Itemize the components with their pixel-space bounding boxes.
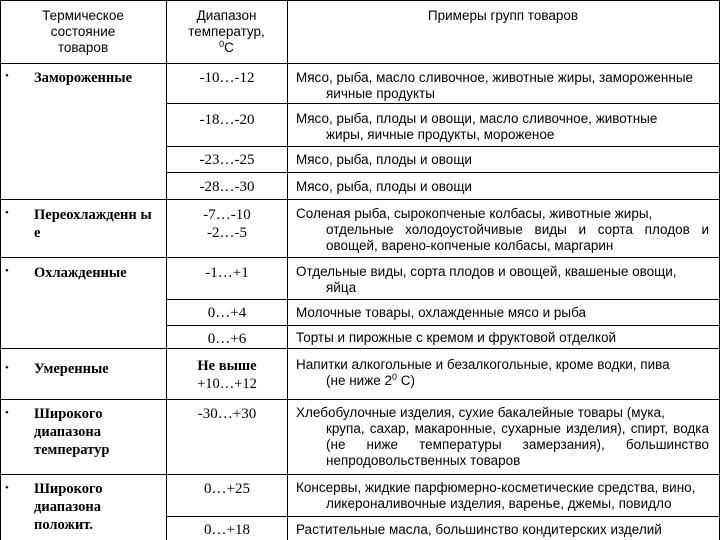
examples-cell: [296, 179, 709, 195]
header-temperature-range: [166, 8, 287, 56]
range-value: -10…-12: [199, 70, 255, 86]
examples-line: Растительные масла, большинство кондитерских изделий: [296, 522, 662, 537]
row-divider: [166, 516, 720, 517]
examples-line: Хлебобулочные изделия, сухие бакалейные товары (мука,: [296, 405, 665, 420]
examples-line: Напитки алкогольные и безалкогольные, кроме водки, пива: [296, 357, 670, 372]
row-divider: [0, 199, 720, 200]
range-line: +10…+12: [197, 376, 257, 392]
row-divider: [0, 257, 720, 258]
header-line: Термическое: [42, 8, 124, 23]
row-divider: [166, 325, 720, 326]
examples-cell: [296, 357, 709, 389]
bullet-icon: •: [5, 265, 9, 277]
header-line: температур,: [188, 24, 265, 39]
examples-continuation: отдельные холодоустойчивые виды и сорта плодов и овощей, варено-копченые колбасы, маргарин: [326, 222, 709, 253]
range-value: [168, 206, 286, 242]
examples-continuation: крупа, сахар, макаронные, сухарные изделия), спирт, водка (не ниже температуры замерзания), большинство непродовольственных товаров: [326, 421, 709, 468]
bullet-icon: •: [5, 362, 9, 374]
examples-cell: [296, 405, 709, 469]
examples-cell: [296, 305, 709, 321]
row-divider: [166, 299, 720, 300]
bullet-icon: •: [5, 407, 9, 419]
header-line: товаров: [57, 40, 109, 55]
state-chilled: Охлажденные: [34, 265, 127, 281]
row-divider: [0, 474, 720, 475]
range-value: -28…-30: [199, 179, 255, 195]
bullet-icon: •: [5, 482, 9, 494]
range-value: -30…+30: [197, 406, 257, 422]
range-value: 0…+25: [204, 481, 250, 497]
examples-line: Соленая рыба, сырокопченые колбасы, животные жиры,: [296, 206, 653, 221]
examples-line: Молочные товары, охлажденные мясо и рыба: [296, 305, 587, 320]
state-wide-positive: Широкого диапазона положит.: [34, 481, 103, 533]
range-value: 0…+6: [207, 331, 247, 347]
column-divider: [287, 0, 288, 540]
table-border-left: [0, 0, 1, 540]
examples-line: Мясо, рыба, масло сливочное, животные жиры, замороженные: [296, 70, 694, 85]
examples-line: Консервы, жидкие парфюмерно-косметические средства, вино,: [296, 480, 696, 495]
range-line: -2…-5: [207, 225, 247, 241]
examples-line: Мясо, рыба, плоды и овощи: [296, 179, 472, 194]
state-wide-range: Широкого диапазона температур: [34, 406, 110, 458]
header-divider: [0, 63, 720, 64]
row-divider: [0, 348, 720, 349]
range-line: -7…-10: [203, 207, 251, 223]
examples-cell: [296, 522, 709, 538]
column-divider: [166, 0, 167, 540]
examples-cell: [296, 206, 709, 254]
row-divider: [166, 172, 720, 173]
examples-cell: [296, 70, 709, 102]
range-value: 0…+4: [207, 305, 247, 321]
range-value: [168, 357, 286, 393]
bullet-icon: •: [5, 70, 9, 82]
table-border-top: [0, 0, 720, 1]
range-value: -23…-25: [199, 152, 255, 168]
examples-continuation: жиры, яичные продукты, мороженое: [326, 127, 555, 142]
examples-cell: [296, 152, 709, 168]
header-thermal-state: [0, 8, 166, 56]
examples-line: Торты и пирожные с кремом и фруктовой отделкой: [296, 330, 617, 345]
examples-line: Отдельные виды, сорта плодов и овощей, квашеные овощи,: [296, 264, 677, 279]
examples-cell: [296, 264, 709, 296]
state-frozen: Замороженные: [34, 70, 133, 86]
header-examples: Примеры групп товаров: [427, 8, 579, 23]
range-value: 0…+18: [204, 522, 250, 538]
header-unit: [166, 40, 287, 56]
examples-continuation: [296, 373, 709, 389]
degree-sup: 0: [392, 372, 398, 382]
header-line: Диапазон: [196, 8, 257, 23]
range-value: -1…+1: [205, 265, 249, 281]
examples-continuation: ликероналивочные изделия, варенье, джемы, повидло: [326, 496, 672, 511]
range-line: Не выше: [197, 358, 257, 374]
degree-sup: 0: [219, 39, 225, 49]
examples-line: Мясо, рыба, плоды и овощи, масло сливочное, животные: [296, 111, 658, 126]
state-moderate: Умеренные: [34, 361, 109, 377]
examples-cell: [296, 330, 709, 346]
header-line: состояние: [50, 24, 116, 39]
state-supercooled: Переохлажденн ые: [34, 207, 152, 241]
examples-text: (не ниже 2: [326, 373, 393, 388]
row-divider: [0, 399, 720, 400]
range-value: -18…-20: [199, 112, 255, 128]
examples-continuation: яичные продукты: [326, 86, 435, 101]
examples-continuation: яйца: [326, 280, 357, 295]
row-divider: [166, 103, 720, 104]
bullet-icon: •: [5, 207, 9, 219]
row-divider: [166, 146, 720, 147]
unit-letter: С: [224, 40, 234, 55]
examples-cell: [296, 480, 709, 512]
examples-cell: [296, 111, 709, 143]
examples-text: С): [397, 373, 416, 388]
examples-line: Мясо, рыба, плоды и овощи: [296, 152, 472, 167]
